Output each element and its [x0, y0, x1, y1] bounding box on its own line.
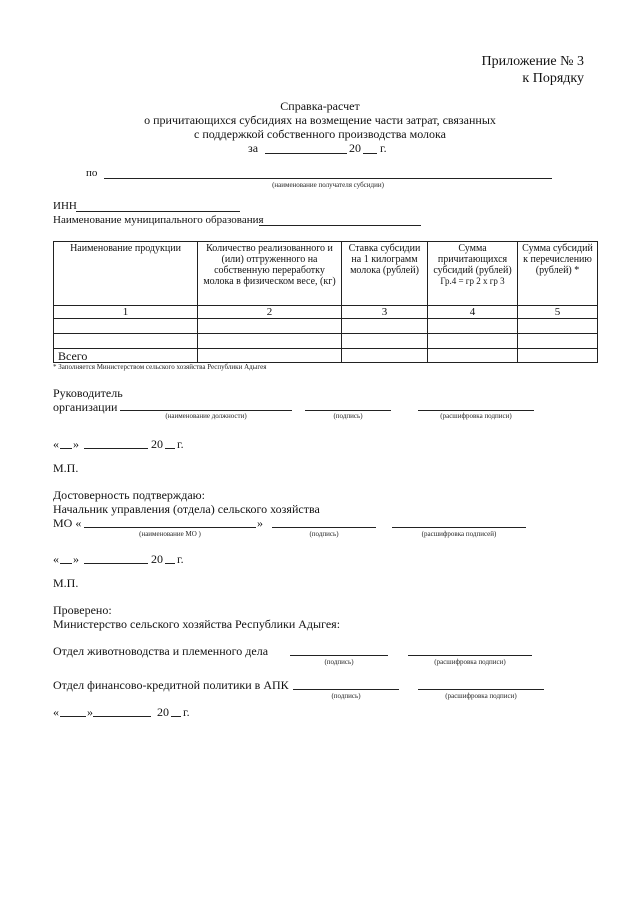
- appendix-number: Приложение № 3: [481, 54, 584, 69]
- table-cell[interactable]: [198, 349, 342, 363]
- head-label-org: организации: [53, 400, 118, 414]
- head-position-field[interactable]: [120, 410, 292, 411]
- table-footnote: * Заполняется Министерством сельского хозяйства Республики Адыгея: [53, 363, 267, 371]
- table-number-row: [54, 306, 598, 319]
- verify-dept1-decoding-field[interactable]: [408, 655, 532, 656]
- verify-label: Проверено:: [53, 603, 112, 617]
- period-year-field[interactable]: [363, 153, 377, 154]
- period-year: 20: [349, 141, 361, 155]
- verify-date-close: »: [87, 705, 93, 719]
- inn-field[interactable]: [76, 211, 240, 212]
- confirm-date-close: »: [73, 552, 79, 566]
- confirm-mo-suffix: »: [257, 516, 263, 530]
- head-seal: М.П.: [53, 461, 79, 475]
- table-cell[interactable]: [428, 349, 518, 363]
- verify-dept-finance: Отдел финансово-кредитной политики в АПК: [53, 678, 289, 692]
- confirm-decoding-field[interactable]: [392, 527, 526, 528]
- table-cell[interactable]: [518, 349, 598, 363]
- head-position-caption: (наименование должности): [165, 412, 247, 420]
- period-prefix: за: [248, 141, 259, 155]
- municipality-field[interactable]: [259, 225, 421, 226]
- table-cell[interactable]: [198, 319, 342, 334]
- head-date-day-field[interactable]: [60, 448, 72, 449]
- doc-title: Справка-расчет: [280, 99, 360, 113]
- confirm-mo-prefix: МО «: [53, 516, 82, 530]
- confirm-date-month-field[interactable]: [84, 563, 148, 564]
- head-decoding-caption: (расшифровка подписи): [440, 412, 512, 420]
- table-cell[interactable]: [428, 334, 518, 349]
- table-row: [54, 319, 598, 334]
- period-month-field[interactable]: [265, 153, 347, 154]
- column-header-due: [428, 242, 518, 306]
- confirm-date-day-field[interactable]: [60, 563, 72, 564]
- table-cell[interactable]: [342, 319, 428, 334]
- verify-date-open: «: [53, 705, 59, 719]
- verify-date-day-field[interactable]: [60, 716, 86, 717]
- column-number: 5: [518, 306, 598, 319]
- verify-date-month-field[interactable]: [93, 716, 151, 717]
- recipient-field[interactable]: [104, 178, 552, 179]
- recipient-caption: (наименование получателя субсидии): [272, 181, 384, 189]
- column-header-transfer: Сумма субсидий к перечислению (рублей) *: [518, 242, 598, 306]
- head-date-year: 20: [151, 437, 163, 451]
- verify-dept2-signature-caption: (подпись): [331, 692, 361, 700]
- municipality-label: Наименование муниципального образования: [53, 214, 264, 226]
- head-signature-field[interactable]: [305, 410, 391, 411]
- appendix-order: к Порядку: [522, 71, 584, 86]
- table-header-row: [54, 242, 598, 306]
- table-cell[interactable]: [428, 319, 518, 334]
- verify-dept1-signature-caption: (подпись): [324, 658, 354, 666]
- verify-dept1-signature-field[interactable]: [290, 655, 388, 656]
- table-total-row: [54, 349, 598, 363]
- verify-dept2-decoding-caption: (расшифровка подписи): [445, 692, 517, 700]
- column-number: 3: [342, 306, 428, 319]
- confirm-signature-caption: (подпись): [309, 530, 339, 538]
- head-signature-caption: (подпись): [333, 412, 363, 420]
- column-number: 4: [428, 306, 518, 319]
- doc-subtitle-line1: о причитающихся субсидиях на возмещение части затрат, связанных: [144, 113, 496, 127]
- head-label: Руководитель: [53, 386, 123, 400]
- confirm-position: Начальник управления (отдела) сельского хозяйства: [53, 502, 320, 516]
- column-header-product: Наименование продукции: [54, 242, 198, 306]
- head-date-month-field[interactable]: [84, 448, 148, 449]
- table-cell[interactable]: [342, 334, 428, 349]
- column-number: 1: [54, 306, 198, 319]
- confirm-mo-field[interactable]: [84, 527, 256, 528]
- table-cell[interactable]: [198, 334, 342, 349]
- column-header-quantity: Количество реализованного и (или) отгруженного на собственную переработку молока в физическом весе, (кг): [198, 242, 342, 306]
- confirm-date-year: 20: [151, 552, 163, 566]
- head-date-close: »: [73, 437, 79, 451]
- confirm-seal: М.П.: [53, 576, 79, 590]
- table-cell[interactable]: [54, 334, 198, 349]
- column-number: 2: [198, 306, 342, 319]
- head-date-suffix: г.: [177, 437, 184, 451]
- table-cell[interactable]: [54, 319, 198, 334]
- confirm-date-open: «: [53, 552, 59, 566]
- verify-dept2-signature-field[interactable]: [293, 689, 399, 690]
- verify-dept2-decoding-field[interactable]: [418, 689, 544, 690]
- head-decoding-field[interactable]: [418, 410, 534, 411]
- verify-date-year-field[interactable]: [171, 716, 181, 717]
- table-row: [54, 334, 598, 349]
- table-cell[interactable]: [518, 319, 598, 334]
- verify-ministry: Министерство сельского хозяйства Республики Адыгея:: [53, 617, 341, 631]
- confirm-signature-field[interactable]: [272, 527, 376, 528]
- confirm-date-suffix: г.: [177, 552, 184, 566]
- confirm-label: Достоверность подтверждаю:: [53, 488, 205, 502]
- head-date-open: «: [53, 437, 59, 451]
- confirm-mo-caption: (наименование МО ): [139, 530, 201, 538]
- table-cell[interactable]: [518, 334, 598, 349]
- verify-dept1-decoding-caption: (расшифровка подписи): [434, 658, 506, 666]
- table-cell[interactable]: [342, 349, 428, 363]
- column-header-due-formula: Гр.4 = гр 2 х гр 3: [440, 276, 505, 286]
- column-header-due-label: Сумма причитающихся субсидий (рублей): [433, 243, 512, 276]
- period-suffix: г.: [380, 141, 387, 155]
- confirm-date-year-field[interactable]: [165, 563, 175, 564]
- recipient-prefix: по: [86, 167, 98, 179]
- column-header-rate: Ставка субсидии на 1 килограмм молока (рублей): [342, 242, 428, 306]
- verify-date-suffix: г.: [183, 705, 190, 719]
- verify-dept-livestock: Отдел животноводства и племенного дела: [53, 644, 269, 658]
- head-date-year-field[interactable]: [165, 448, 175, 449]
- doc-subtitle-line2: с поддержкой собственного производства молока: [194, 127, 446, 141]
- confirm-decoding-caption: (расшифровка подписей): [421, 530, 497, 538]
- inn-label: ИНН: [53, 200, 77, 212]
- verify-date-year: 20: [157, 705, 169, 719]
- subsidy-table: [53, 241, 598, 363]
- total-label: Всего: [54, 349, 198, 363]
